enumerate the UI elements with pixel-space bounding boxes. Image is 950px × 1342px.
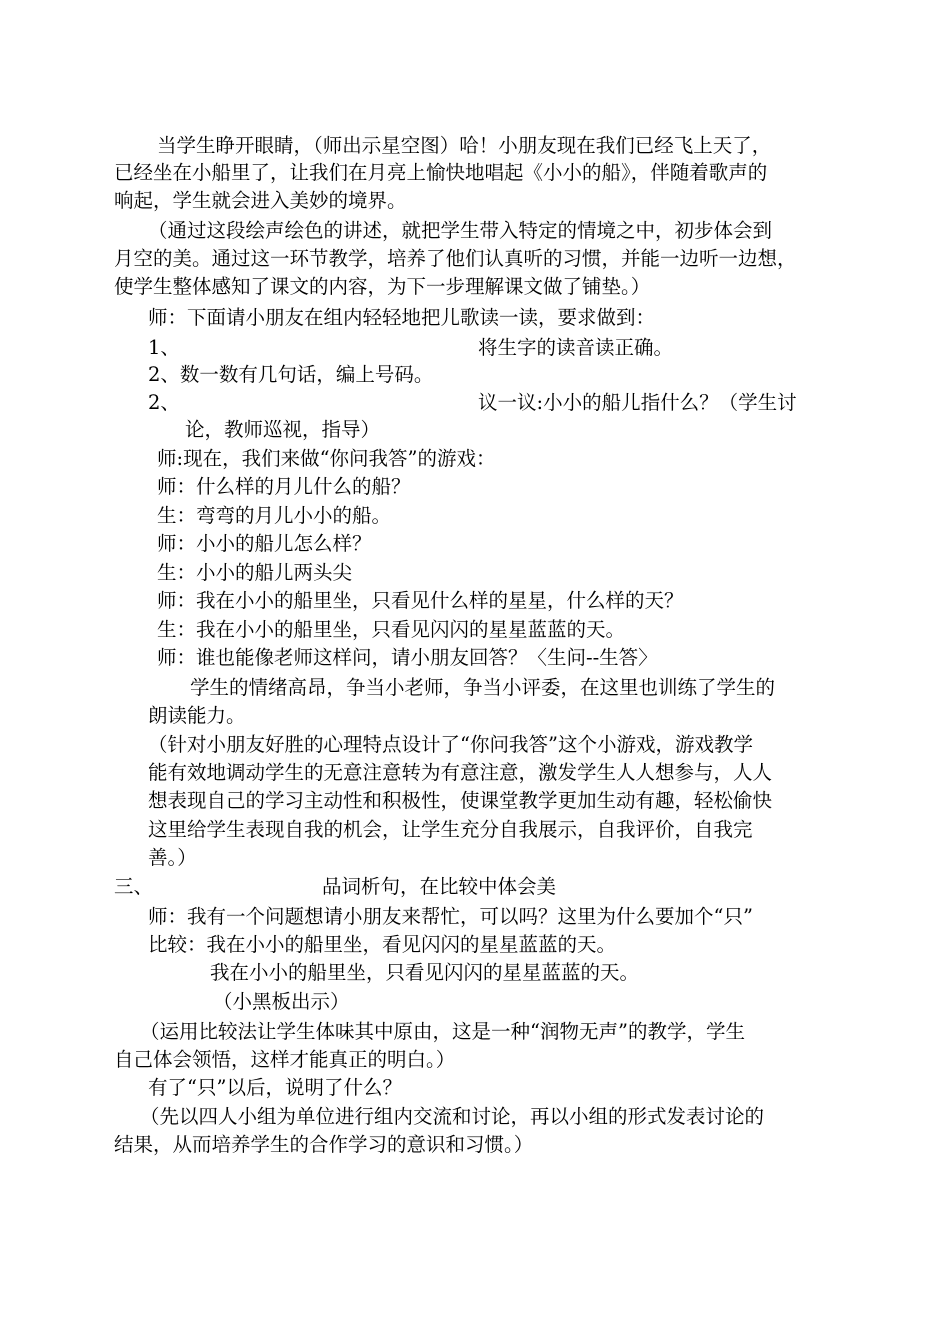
requirement-3-text: 议一议:小小的船儿指什么？（学生讨 [478, 391, 797, 414]
dialogue-line: 生：小小的船儿两头尖 [157, 561, 353, 584]
section-3-title: 品词析句，在比较中体会美 [322, 875, 557, 898]
dialogue-line: 师：什么样的月儿什么的船？ [157, 475, 411, 498]
requirement-3-continued: 论，教师巡视，指导） [185, 418, 381, 441]
requirement-3-number: 2、 [148, 391, 180, 414]
requirement-1-text: 将生字的读音读正确。 [478, 336, 674, 359]
question-line: 有了“只”以后，说明了什么？ [148, 1076, 402, 1099]
requirement-1-number: 1、 [148, 336, 180, 359]
note-1-line-2: 月空的美。通过这一环节教学，培养了他们认真听的习惯，并能一边听一边想， [114, 247, 797, 270]
blackboard-note: （小黑板出示） [213, 990, 350, 1013]
note-2-line-1: （针对小朋友好胜的心理特点设计了“你问我答”这个小游戏，游戏教学 [148, 733, 753, 756]
comparison-line-1: 比较：我在小小的船里坐，看见闪闪的星星蓝蓝的天。 [148, 933, 617, 956]
dialogue-line: 师:现在，我们来做“你问我答”的游戏： [157, 447, 496, 470]
intro-line-1: 当学生睁开眼睛，（师出示星空图）哈！小朋友现在我们已经飞上天了， [157, 134, 772, 157]
dialogue-line: 师：谁也能像老师这样问，请小朋友回答？〈生问--生答〉 [157, 646, 658, 669]
dialogue-line: 生：弯弯的月儿小小的船。 [157, 504, 392, 527]
mood-line-1: 学生的情绪高昂，争当小老师，争当小评委，在这里也训练了学生的 [190, 676, 776, 699]
note-4-line-1: （先以四人小组为单位进行组内交流和讨论，再以小组的形式发表讨论的 [140, 1105, 765, 1128]
note-2-line-2: 能有效地调动学生的无意注意转为有意注意，激发学生人人想参与，人人 [148, 761, 773, 784]
teacher-question: 师：我有一个问题想请小朋友来帮忙，可以吗？这里为什么要加个“只” [148, 905, 753, 928]
dialogue-line: 师：我在小小的船里坐，只看见什么样的星星，什么样的天？ [157, 589, 684, 612]
instruction-line: 师：下面请小朋友在组内轻轻地把儿歌读一读，要求做到： [148, 306, 656, 329]
note-4-line-2: 结果，从而培养学生的合作学习的意识和习惯。） [114, 1133, 534, 1156]
note-2-line-5: 善。） [148, 846, 197, 869]
note-2-line-3: 想表现自己的学习主动性和积极性，使课堂教学更加生动有趣，轻松偷快 [148, 789, 773, 812]
note-3-line-2: 自己体会领悟，这样才能真正的明白。） [114, 1048, 456, 1071]
note-3-line-1: （运用比较法让学生体味其中原由，这是一种“润物无声”的教学，学生 [140, 1020, 745, 1043]
dialogue-line: 生：我在小小的船里坐，只看见闪闪的星星蓝蓝的天。 [157, 618, 626, 641]
note-2-line-4: 这里给学生表现自我的机会，让学生充分自我展示，自我评价，自我完 [148, 818, 753, 841]
section-3-number: 三、 [114, 875, 154, 898]
note-1-line-1: （通过这段绘声绘色的讲述，就把学生带入特定的情境之中，初步体会到 [148, 219, 773, 242]
mood-line-2: 朗读能力。 [148, 704, 246, 727]
intro-line-3: 响起，学生就会进入美妙的境界。 [114, 189, 407, 212]
intro-line-2: 已经坐在小船里了，让我们在月亮上愉快地唱起《小小的船》，伴随着歌声的 [114, 161, 768, 184]
requirement-2: 2、数一数有几句话，编上号码。 [148, 363, 434, 386]
note-1-line-3: 使学生整体感知了课文的内容，为下一步理解课文做了铺垫。） [114, 275, 651, 298]
dialogue-line: 师：小小的船儿怎么样？ [157, 532, 372, 555]
comparison-line-2: 我在小小的船里坐，只看见闪闪的星星蓝蓝的天。 [210, 961, 640, 984]
